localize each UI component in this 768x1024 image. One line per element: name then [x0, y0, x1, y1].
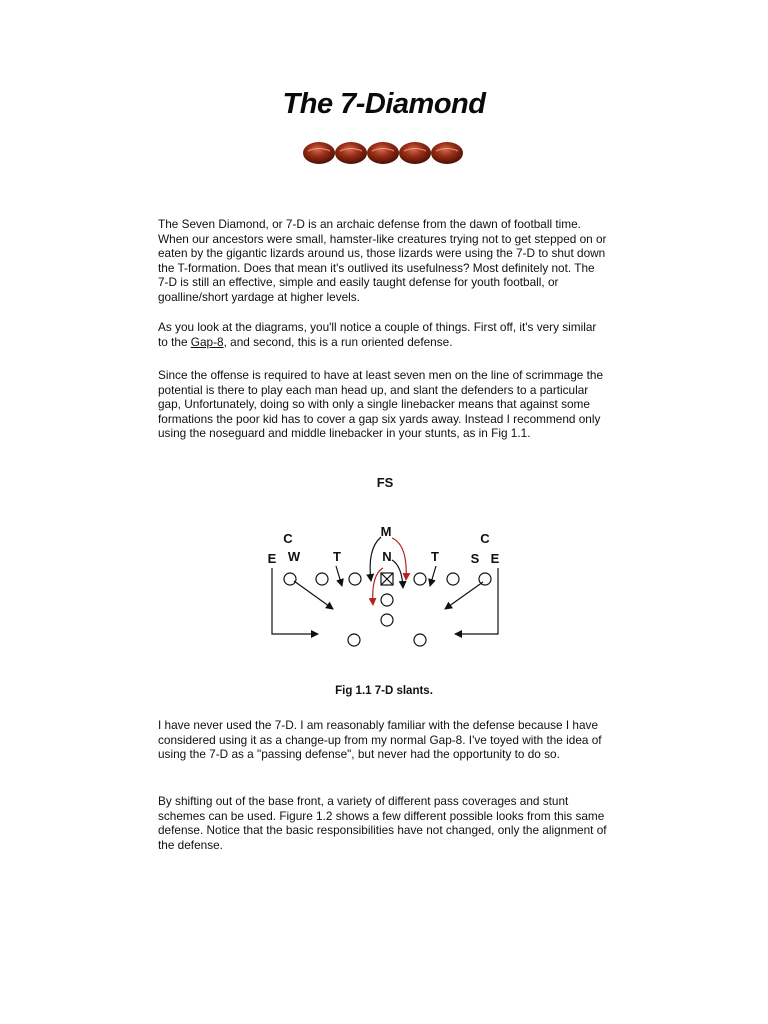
halfback	[414, 634, 426, 646]
noseguard-arrow	[392, 560, 403, 588]
label-corner-left: C	[283, 531, 293, 546]
label-end-left: E	[267, 551, 277, 566]
sam-slant-arrow	[445, 582, 483, 609]
linebacker-arrow	[370, 537, 381, 581]
paragraph-intro: The Seven Diamond, or 7-D is an archaic defense from the dawn of football time. When our ancestors were small, hamster-like creatures trying not to get stepped on or eaten by the gigantic lizards around us, those lizards were using the 7-D to shut down the T-formation. Does that mean it's outlived its usefulness? Most definitely not. The 7-D is still an effective, simple and easily taught defense for youth football, or goalline/short yardage at higher levels.	[158, 217, 607, 304]
label-free-safety: FS	[376, 475, 394, 490]
formation-diagram	[255, 468, 515, 658]
tackle-left-arrow	[336, 566, 342, 586]
label-tackle-left: T	[333, 549, 341, 564]
paragraph-text: As you look at the diagrams, you'll notice a couple of things. First off, it's very similar to the	[158, 320, 597, 349]
label-noseguard: N	[382, 549, 392, 564]
will-slant-arrow	[294, 581, 333, 609]
paragraph-experience: I have never used the 7-D. I am reasonably familiar with the defense because I have considered using it as a change-up from my normal Gap-8. I've toyed with the idea of using the 7-D as a "passing defense", but never had the opportunity to do so.	[158, 718, 602, 762]
label-end-right: E	[490, 551, 500, 566]
offense-player	[316, 573, 328, 585]
label-sam: S	[470, 551, 480, 566]
figure-caption: Fig 1.1 7-D slants.	[335, 685, 433, 697]
label-will: W	[287, 549, 301, 564]
paragraph-text: , and second, this is a run oriented defense.	[223, 334, 453, 349]
offense-player	[414, 573, 426, 585]
football-divider	[303, 138, 465, 168]
label-tackle-right: T	[431, 549, 439, 564]
paragraph-offense: Since the offense is required to have at least seven men on the line of scrimmage the potential is there to play each man head up, and slant the defenders to a particular gap, Unfortunately, doing so with only a single linebacker means that against some formations the poor kid has to cover a gap six yards away. Instead I recommend only using the noseguard and middle linebacker in your stunts, as in Fig 1.1.	[158, 368, 604, 441]
linebacker-stunt-arrow	[392, 538, 406, 580]
offense-player	[349, 573, 361, 585]
gap-8-link[interactable]: Gap-8	[190, 334, 224, 349]
football-icon	[367, 142, 399, 164]
halfback	[348, 634, 360, 646]
tackle-right-arrow	[430, 566, 436, 586]
football-icon	[431, 142, 463, 164]
page-title: The 7-Diamond	[282, 88, 486, 120]
football-icon	[399, 142, 431, 164]
paragraph-diagrams	[158, 320, 608, 349]
quarterback	[381, 594, 393, 606]
label-middle-linebacker: M	[380, 524, 392, 539]
label-corner-right: C	[480, 531, 490, 546]
offense-player	[284, 573, 296, 585]
end-right-arrow	[455, 568, 498, 634]
offense-player	[447, 573, 459, 585]
football-icon	[335, 142, 367, 164]
end-left-arrow	[272, 568, 318, 634]
fullback	[381, 614, 393, 626]
paragraph-variations: By shifting out of the base front, a variety of different pass coverages and stunt schemes can be used. Figure 1.2 shows a few different possible looks from this same defense. Notice that the basic responsibilities have not changed, only the alignment of the defense.	[158, 794, 607, 852]
football-icon	[303, 142, 335, 164]
